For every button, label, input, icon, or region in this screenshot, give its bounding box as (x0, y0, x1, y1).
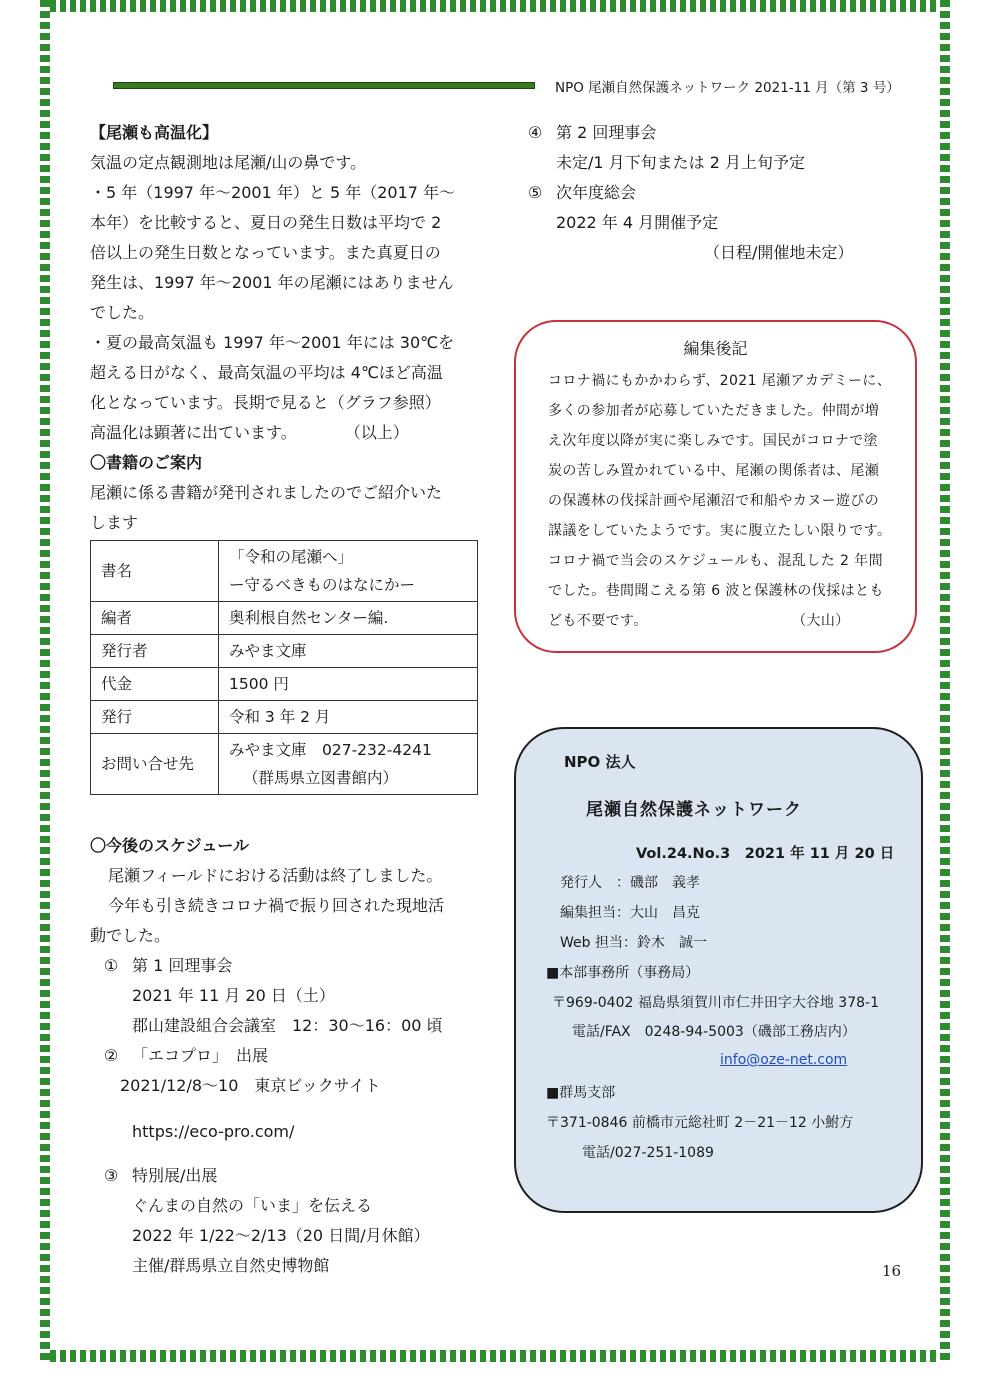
item-title: 第 1 回理事会 (132, 956, 233, 975)
table-key: 代金 (91, 668, 219, 701)
email-link[interactable]: info@oze-net.com (720, 1052, 848, 1068)
schedule-intro-line: 動でした。 (90, 926, 171, 945)
table-key: 発行 (91, 701, 219, 734)
eco-pro-url[interactable]: https://eco-pro.com/ (132, 1122, 295, 1141)
schedule-item-4 (524, 118, 884, 148)
item-note: （日程/開催地未定） (704, 243, 854, 262)
schedule-item-1 (90, 951, 482, 981)
heat-line: 倍以上の発生日数となっています。また真夏日の (90, 243, 441, 262)
npo-info-box (514, 727, 923, 1213)
header-bar (113, 82, 535, 89)
heat-line: 発生は、1997 年～2001 年の尾瀬にはありません (90, 273, 454, 292)
item-detail: ぐんまの自然の「いま」を伝える (132, 1196, 373, 1215)
table-row (91, 602, 478, 635)
heat-line: 超える日がなく、最高気温の平均は 4℃ほど高温 (90, 363, 443, 382)
heat-line: 気温の定点観測地は尾瀬/山の鼻です。 (90, 153, 367, 172)
books-line: 尾瀬に係る書籍が発刊されましたのでご紹介いた (90, 483, 443, 502)
table-key: 書名 (91, 541, 219, 602)
item-detail: 主催/群馬県立自然史博物館 (132, 1256, 330, 1275)
item-number: ⑤ (527, 183, 543, 202)
table-row (91, 734, 478, 795)
heat-section-title: 【尾瀬も高温化】 (90, 123, 219, 142)
office-title: ■本部事務所（事務局） (546, 965, 700, 981)
branch-title: ■群馬支部 (546, 1085, 616, 1101)
schedule-item-2 (90, 1041, 482, 1071)
editors-note-box (514, 320, 917, 653)
item-number: ③ (103, 1166, 119, 1185)
left-column (90, 118, 482, 1281)
table-row (91, 701, 478, 734)
table-value: 令和 3 年 2 月 (219, 701, 478, 734)
editors-note-line: の保護林の伐採計画や尾瀬沼で和船やカヌー遊びの (548, 493, 880, 509)
item-detail: 未定/1 月下旬または 2 月上旬予定 (556, 153, 806, 172)
table-value: 奥利根自然センター編. (219, 602, 478, 635)
table-key: 編者 (91, 602, 219, 635)
branch-address: 〒371-0846 前橋市元総社町 2－21－12 小鮒方 (546, 1115, 854, 1131)
contact-phone: みやま文庫 027-232-4241 (229, 741, 432, 759)
editors-note-line: え次年度以降が実に楽しみです。国民がコロナで塗 (548, 433, 879, 449)
editors-note-line: ども不要です。 （大山） (548, 613, 850, 629)
left-border (40, 0, 50, 1362)
editors-note-line: 多くの参加者が応募していただきました。仲間が増 (548, 403, 880, 419)
item-detail: 2021/12/8～10 東京ビックサイト (120, 1076, 381, 1095)
schedule-item-5 (524, 178, 884, 208)
item-detail: 郡山建設組合会議室 12：30～16：00 頃 (132, 1016, 443, 1035)
publisher: 発行人 ：磯部 義孝 (560, 875, 700, 891)
book-title: 「令和の尾瀬へ」 (229, 548, 354, 566)
header-title: NPO 尾瀬自然保護ネットワーク 2021-11 月（第 3 号） (555, 80, 900, 96)
editor-in-charge: 編集担当：大山 昌克 (560, 905, 700, 921)
bottom-border (40, 1350, 950, 1362)
schedule-intro-line: 今年も引き続きコロナ禍で振り回された現地活 (108, 896, 445, 915)
office-phone: 電話/FAX 0248-94-5003（磯部工務店内） (572, 1024, 856, 1040)
table-row (91, 541, 478, 602)
editors-note-line: 謀議をしていたようです。実に腹立たしい限りです。 (548, 523, 892, 539)
editors-note-line: コロナ禍にもかかわらず、2021 尾瀬アカデミーに、 (548, 373, 892, 389)
office-address: 〒969-0402 福島県須賀川市仁井田字大谷地 378-1 (552, 995, 879, 1011)
editors-note-line: でした。巷間聞こえる第 6 波と保護林の伐採はとも (548, 583, 884, 599)
item-title: 第 2 回理事会 (556, 123, 657, 142)
item-title: 「エコプロ」 出展 (132, 1046, 269, 1065)
table-value: 1500 円 (219, 668, 478, 701)
npo-name: 尾瀬自然保護ネットワーク (586, 800, 802, 820)
item-number: ④ (527, 123, 543, 142)
book-info-table (90, 540, 478, 795)
books-section-title: 〇書籍のご案内 (90, 453, 203, 472)
heat-line: 高温化は顕著に出ています。 （以上） (90, 423, 409, 442)
table-value (219, 541, 478, 602)
item-detail: 2022 年 4 月開催予定 (556, 213, 719, 232)
table-row (91, 635, 478, 668)
heat-line: ・夏の最高気温も 1997 年～2001 年には 30℃を (90, 333, 455, 352)
heat-line: でした。 (90, 303, 155, 322)
web-manager: Web 担当：鈴木 誠一 (560, 935, 707, 951)
contact-location: （群馬県立図書館内） (243, 769, 399, 787)
book-subtitle: ー守るべきものはなにかー (229, 576, 416, 594)
heat-line: 化となっています。長期で見ると（グラフ参照） (90, 393, 441, 412)
right-border (940, 0, 950, 1362)
item-title: 特別展/出展 (132, 1166, 218, 1185)
editors-note-title: 編集後記 (683, 339, 748, 358)
schedule-section-title: 〇今後のスケジュール (90, 836, 250, 855)
item-detail: 2021 年 11 月 20 日（土） (132, 986, 335, 1005)
schedule-item-3 (90, 1161, 482, 1191)
branch-phone: 電話/027-251-1089 (582, 1145, 714, 1161)
books-line: します (90, 513, 139, 532)
item-detail: 2022 年 1/22～2/13（20 日間/月休館） (132, 1226, 430, 1245)
item-number: ① (103, 956, 119, 975)
item-number: ② (103, 1046, 119, 1065)
table-row (91, 668, 478, 701)
issue-volume: Vol.24.No.3 2021 年 11 月 20 日 (636, 846, 895, 862)
editors-note-line: コロナ禍で当会のスケジュールも、混乱した 2 年間 (548, 553, 883, 569)
schedule-intro-line: 尾瀬フィールドにおける活動は終了しました。 (108, 866, 443, 885)
table-key: 発行者 (91, 635, 219, 668)
editors-note-body (548, 366, 891, 636)
table-value (219, 734, 478, 795)
editors-note-line: 炭の苦しみ置かれている中、尾瀬の関係者は、尾瀬 (548, 463, 880, 479)
heat-line: ・5 年（1997 年～2001 年）と 5 年（2017 年～ (90, 183, 456, 202)
heat-line: 本年）を比較すると、夏日の発生日数は平均で 2 (90, 213, 442, 232)
item-title: 次年度総会 (556, 183, 637, 202)
top-border (40, 0, 950, 12)
npo-label: NPO 法人 (564, 753, 636, 771)
right-column (524, 118, 884, 268)
table-value: みやま文庫 (219, 635, 478, 668)
page-number: 16 (882, 1262, 902, 1280)
table-key: お問い合せ先 (91, 734, 219, 795)
